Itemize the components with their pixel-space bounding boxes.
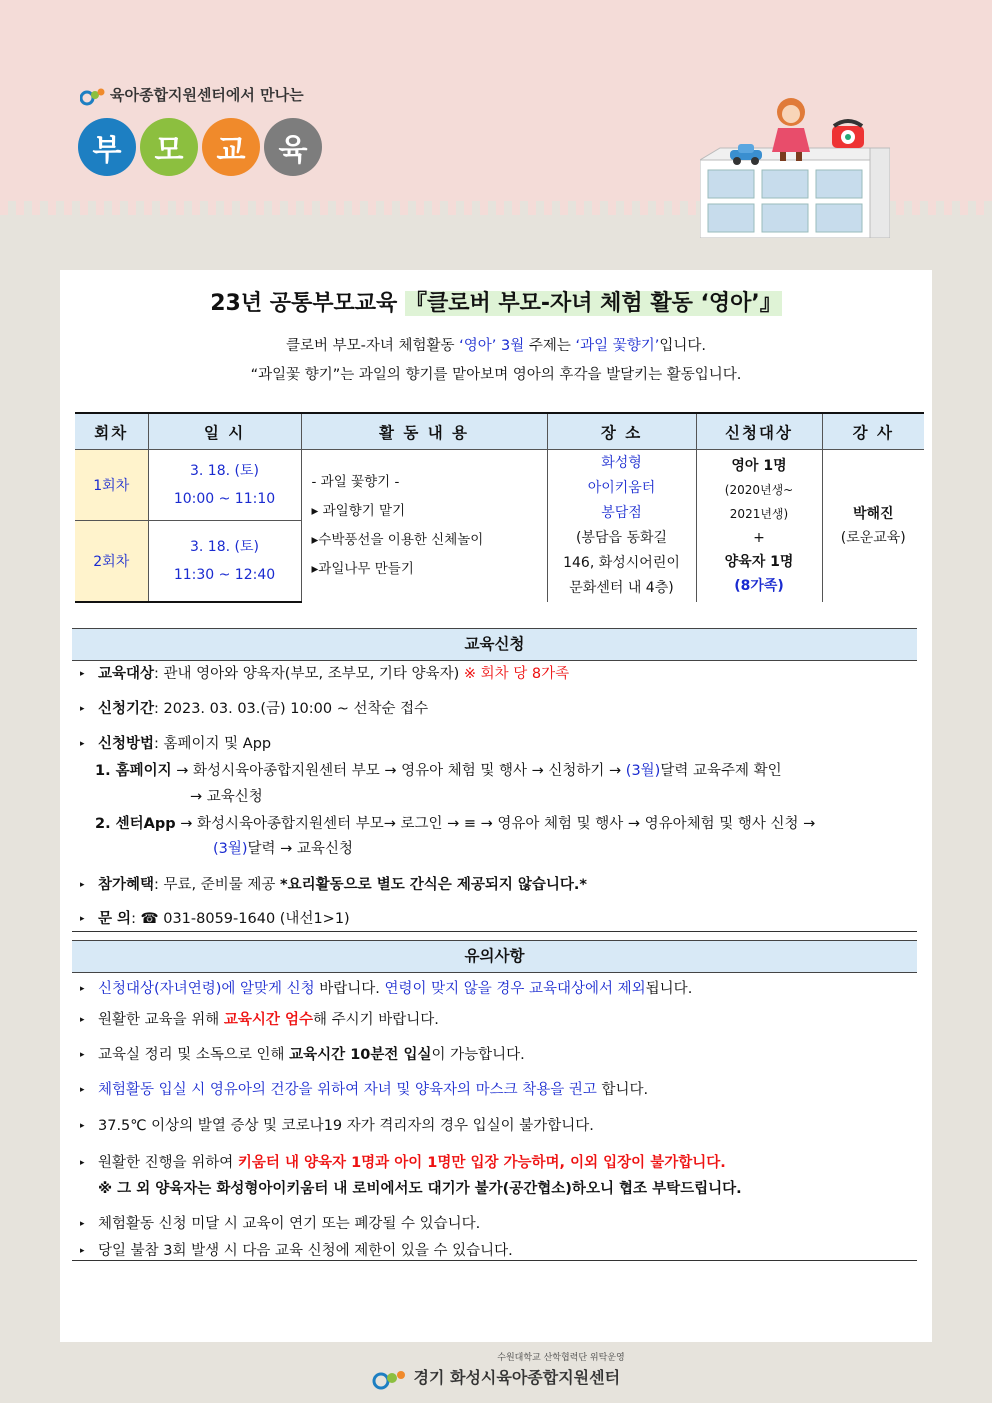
notes-section-title: 유의사항 <box>72 940 917 973</box>
brand-line <box>80 84 304 106</box>
note-item: ▸ 원활한 진행을 위하여 키움터 내 양육자 1명과 아이 1명만 입장 가능하며, 이외 입장이 불가합니다. <box>80 1155 726 1171</box>
bullet-icon: ▸ <box>80 1015 85 1025</box>
table-header-row <box>75 413 924 450</box>
activity-cell: - 과일 꽃향기 - ▸ 과일향기 맡기 ▸수박풍선을 이용한 신체놀이 ▸과일나무 만들기 <box>301 450 547 603</box>
round-cell: 2회차 <box>75 520 148 602</box>
header-cell: 신청대상 <box>696 413 822 450</box>
schedule-table <box>75 412 924 603</box>
instructor-cell: 박해진 (로운교육) <box>822 450 924 603</box>
header-cell: 활 동 내 용 <box>301 413 547 450</box>
apply-section-title: 교육신청 <box>72 628 917 661</box>
apply-period: ▸ 신청기간: 2023. 03. 03.(금) 10:00 ~ 선착순 접수 <box>80 701 429 717</box>
title-char: 부 <box>78 118 136 176</box>
apply-contact: ▸ 문 의: ☎ 031-8059-1640 (내선1>1) <box>80 911 350 927</box>
divider <box>72 931 917 932</box>
title-char: 교 <box>202 118 260 176</box>
header-cell: 강 사 <box>822 413 924 450</box>
bullet-icon: ▸ <box>80 669 85 679</box>
header-cell: 일 시 <box>148 413 301 450</box>
bullet-icon: ▸ <box>80 914 85 924</box>
bullet-icon: ▸ <box>80 880 85 890</box>
bullet-icon: ▸ <box>80 739 85 749</box>
bullet-icon: ▸ <box>80 1121 85 1131</box>
note-item-cont: ※ 그 외 양육자는 화성형아이키움터 내 로비에서도 대기가 불가(공간협소)하오니 협조 부탁드립니다. <box>98 1181 742 1197</box>
page-title <box>60 286 932 317</box>
method-homepage-cont: → 교육신청 <box>190 789 263 805</box>
intro-text <box>60 332 932 390</box>
center-logo-icon <box>372 1368 408 1390</box>
toy-car-icon <box>726 142 766 166</box>
note-item: ▸ 체험활동 신청 미달 시 교육이 연기 또는 폐강될 수 있습니다. <box>80 1216 481 1232</box>
apply-target: ▸ 교육대상: 관내 영아와 양육자(부모, 조부모, 기타 양육자) ※ 회차 당 8가족 <box>80 666 570 682</box>
table-row <box>75 450 924 521</box>
header-cell: 장 소 <box>547 413 696 450</box>
note-item: ▸ 신청대상(자녀연령)에 알맞게 신청 바랍니다. 연령이 맞지 않을 경우 교육대상에서 제외됩니다. <box>80 981 693 997</box>
header-cell: 회차 <box>75 413 148 450</box>
bullet-icon: ▸ <box>80 1246 85 1256</box>
bullet-icon: ▸ <box>80 984 85 994</box>
title-prefix: 23년 공통부모교육 <box>210 291 398 316</box>
method-app: 2. 센터App → 화성시육아종합지원센터 부모→ 로그인 → ≡ → 영유아 체험 및 행사 → 영유아체험 및 행사 신청 → <box>95 816 816 832</box>
datetime-cell: 3. 18. (토) 11:30 ~ 12:40 <box>148 520 301 602</box>
apply-benefit: ▸ 참가혜택: 무료, 준비물 제공 *요리활동으로 별도 간식은 제공되지 않습니다.* <box>80 877 588 893</box>
note-item: ▸ 당일 불참 3회 발생 시 다음 교육 신청에 제한이 있을 수 있습니다. <box>80 1243 513 1259</box>
target-cell: 영아 1명 (2020년생~ 2021년생) + 양육자 1명 (8가족) <box>696 450 822 603</box>
method-homepage: 1. 홈페이지 → 화성시육아종합지원센터 부모 → 영유아 체험 및 행사 → 신청하기 → (3월)달력 교육주제 확인 <box>95 763 782 779</box>
note-item: ▸ 체험활동 입실 시 영유아의 건강을 위하여 자녀 및 양육자의 마스크 착용을 권고 합니다. <box>80 1082 649 1098</box>
note-item: ▸ 37.5℃ 이상의 발열 증상 및 코로나19 자가 격리자의 경우 입실이 불가합니다. <box>80 1118 594 1134</box>
bullet-icon: ▸ <box>80 1050 85 1060</box>
bullet-icon: ▸ <box>80 1219 85 1229</box>
divider <box>72 1260 917 1261</box>
title-char: 모 <box>140 118 198 176</box>
title-char: 육 <box>264 118 322 176</box>
document-paper <box>60 270 932 1342</box>
bullet-icon: ▸ <box>80 1085 85 1095</box>
round-cell: 1회차 <box>75 450 148 521</box>
location-cell: 화성형 아이키움터 봉담점 (봉담읍 동화길 146, 화성시어린이 문화센터 내 4층) <box>547 450 696 603</box>
brand-text: 육아종합지원센터에서 만나는 <box>110 86 304 104</box>
footer <box>0 1350 992 1390</box>
datetime-cell: 3. 18. (토) 10:00 ~ 11:10 <box>148 450 301 521</box>
footer-operator: 수원대학교 산학협력단 위탁운영 <box>497 1353 625 1363</box>
bullet-icon: ▸ <box>80 1158 85 1168</box>
intro-line-1: 클로버 부모-자녀 체험활동 ‘영아’ 3월 주제는 ‘과일 꽃향기’입니다. <box>286 338 706 354</box>
intro-line-2: “과일꽃 향기”는 과일의 향기를 맡아보며 영아의 후각을 발달키는 활동입니다. <box>250 367 742 383</box>
toy-phone-icon <box>828 116 868 152</box>
method-app-cont: (3월)달력 → 교육신청 <box>213 841 353 857</box>
bullet-icon: ▸ <box>80 704 85 714</box>
center-logo-icon <box>80 86 106 106</box>
note-item: ▸ 교육실 정리 및 소독으로 인해 교육시간 10분전 입실이 가능합니다. <box>80 1047 525 1063</box>
apply-method: ▸ 신청방법: 홈페이지 및 App <box>80 736 272 752</box>
title-highlight: 『클로버 부모-자녀 체험 활동 ‘영아’』 <box>404 291 782 316</box>
title-circles <box>78 118 322 176</box>
doll-icon <box>766 96 816 162</box>
note-item: ▸ 원활한 교육을 위해 교육시간 엄수해 주시기 바랍니다. <box>80 1012 439 1028</box>
footer-center-name: 경기 화성시육아종합지원센터 <box>0 1365 992 1390</box>
